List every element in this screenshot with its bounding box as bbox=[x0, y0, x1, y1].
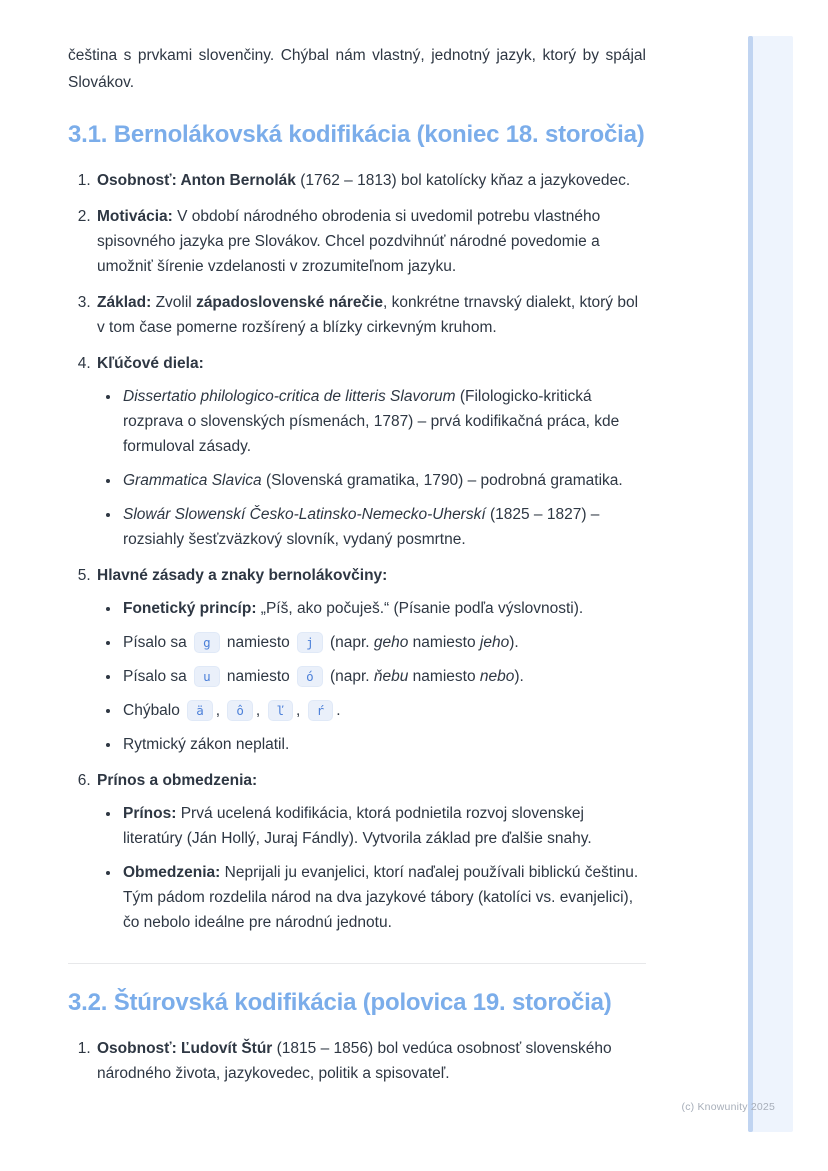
bold-text: Základ: bbox=[97, 294, 152, 311]
list-item bbox=[95, 563, 646, 757]
section-bernolak bbox=[68, 120, 646, 935]
list-item bbox=[95, 768, 646, 935]
bold-text: Prínos a obmedzenia: bbox=[97, 772, 258, 789]
intro-paragraph: čeština s prvkami slovenčiny. Chýbal nám vlastný, jednotný jazyk, ktorý by spájal Slovákov. bbox=[68, 47, 646, 91]
numbered-list bbox=[68, 1036, 646, 1086]
list-item bbox=[95, 351, 646, 552]
sub-list-item: • Fonetický princíp: „Píš, ako počuješ.“ (Písanie podľa výslovnosti). bbox=[121, 596, 646, 621]
code-badge: ŕ bbox=[308, 700, 334, 721]
footer-copyright: (c) Knowunity 2025 bbox=[681, 1101, 775, 1113]
code-badge: u bbox=[194, 666, 220, 687]
bold-text: Osobnosť: Anton Bernolák bbox=[97, 172, 296, 189]
code-badge: j bbox=[297, 632, 323, 653]
bullet-sub-list bbox=[97, 384, 646, 552]
bold-text: Obmedzenia: bbox=[123, 864, 221, 881]
bold-text: Kľúčové diela: bbox=[97, 355, 204, 372]
sub-list-item: • Slowár Slowenskí Česko-Latinsko-Nemecko-Uherskí (1825 – 1827) – rozsiahly šesťzväzkový slovník, vydaný posmrtne. bbox=[121, 502, 646, 552]
document-page bbox=[68, 42, 646, 1086]
bold-text: Fonetický princíp: bbox=[123, 600, 257, 617]
section-divider bbox=[68, 963, 646, 964]
italic-text: Grammatica Slavica bbox=[123, 472, 262, 489]
sub-list-item: • Obmedzenia: Neprijali ju evanjelici, ktorí naďalej používali biblickú češtinu. Tým pádom rozdelila národ na dva jazykové tábory (katolíci vs. evanjelici), čo nebolo ideálne pre národnú jednotu. bbox=[121, 860, 646, 935]
section-heading: 3.2. Štúrovská kodifikácia (polovica 19. storočia) bbox=[68, 989, 612, 1016]
sub-list-item: • Dissertatio philologico-critica de litteris Slavorum (Filologicko-kritická rozprava o slovenských písmenách, 1787) – prvá kodifikačná práca, kde formuloval zásady. bbox=[121, 384, 646, 459]
code-badge: ô bbox=[227, 700, 253, 721]
numbered-list bbox=[68, 168, 646, 935]
italic-text: jeho bbox=[479, 634, 510, 651]
code-badge: ó bbox=[297, 666, 323, 687]
bold-text: západoslovenské nárečie bbox=[196, 294, 384, 311]
scrollbar-track[interactable] bbox=[748, 36, 793, 1132]
sub-list-item: • Prínos: Prvá ucelená kodifikácia, ktorá podnietila rozvoj slovenskej literatúry (Ján Hollý, Juraj Fándly). Vytvorila základ pre ďalšie snahy. bbox=[121, 801, 646, 851]
code-badge: ä bbox=[187, 700, 213, 721]
bold-text: Prínos: bbox=[123, 805, 177, 822]
list-item: 2. Motivácia: V období národného obrodenia si uvedomil potrebu vlastného spisovného jazyka pre Slovákov. Chcel pozdvihnúť národné povedomie a umožniť šírenie vzdelanosti v zrozumiteľnom jazyku. bbox=[95, 204, 646, 279]
bold-text: Osobnosť: Ľudovít Štúr bbox=[97, 1040, 273, 1057]
code-badge: g bbox=[194, 632, 220, 653]
italic-text: Slowár Slowenskí Česko-Latinsko-Nemecko-Uherskí bbox=[123, 506, 486, 523]
sub-list-item: • Písalo sa g namiesto j (napr. geho namiesto jeho). bbox=[121, 630, 646, 655]
italic-text: Dissertatio philologico-critica de litteris Slavorum bbox=[123, 388, 456, 405]
list-item: 3. Základ: Zvolil západoslovenské nárečie, konkrétne trnavský dialekt, ktorý bol v tom čase pomerne rozšírený a blízky cirkevným kruhom. bbox=[95, 290, 646, 340]
sub-list-item: • Chýbalo ä , ô , ľ , ŕ . bbox=[121, 698, 646, 723]
section-heading: 3.1. Bernolákovská kodifikácia (koniec 18. storočia) bbox=[68, 121, 645, 148]
sub-list-item: • Grammatica Slavica (Slovenská gramatika, 1790) – podrobná gramatika. bbox=[121, 468, 646, 493]
italic-text: nebo bbox=[479, 668, 515, 685]
bold-text: Hlavné zásady a znaky bernolákovčiny: bbox=[97, 567, 388, 584]
list-item: 1. Osobnosť: Ľudovít Štúr (1815 – 1856) bol vedúca osobnosť slovenského národného života, jazykovedec, politik a spisovateľ. bbox=[95, 1036, 646, 1086]
section-stur bbox=[68, 988, 646, 1086]
list-item: 1. Osobnosť: Anton Bernolák (1762 – 1813) bol katolícky kňaz a jazykovedec. bbox=[95, 168, 646, 193]
bold-text: Motivácia: bbox=[97, 208, 173, 225]
italic-text: geho bbox=[373, 634, 409, 651]
sub-list-item: • Rytmický zákon neplatil. bbox=[121, 732, 646, 757]
sub-list-item: • Písalo sa u namiesto ó (napr. ňebu namiesto nebo). bbox=[121, 664, 646, 689]
scrollbar-thumb[interactable] bbox=[748, 36, 753, 1132]
bullet-sub-list bbox=[97, 596, 646, 757]
code-badge: ľ bbox=[268, 700, 294, 721]
italic-text: ňebu bbox=[373, 668, 409, 685]
bullet-sub-list bbox=[97, 801, 646, 935]
